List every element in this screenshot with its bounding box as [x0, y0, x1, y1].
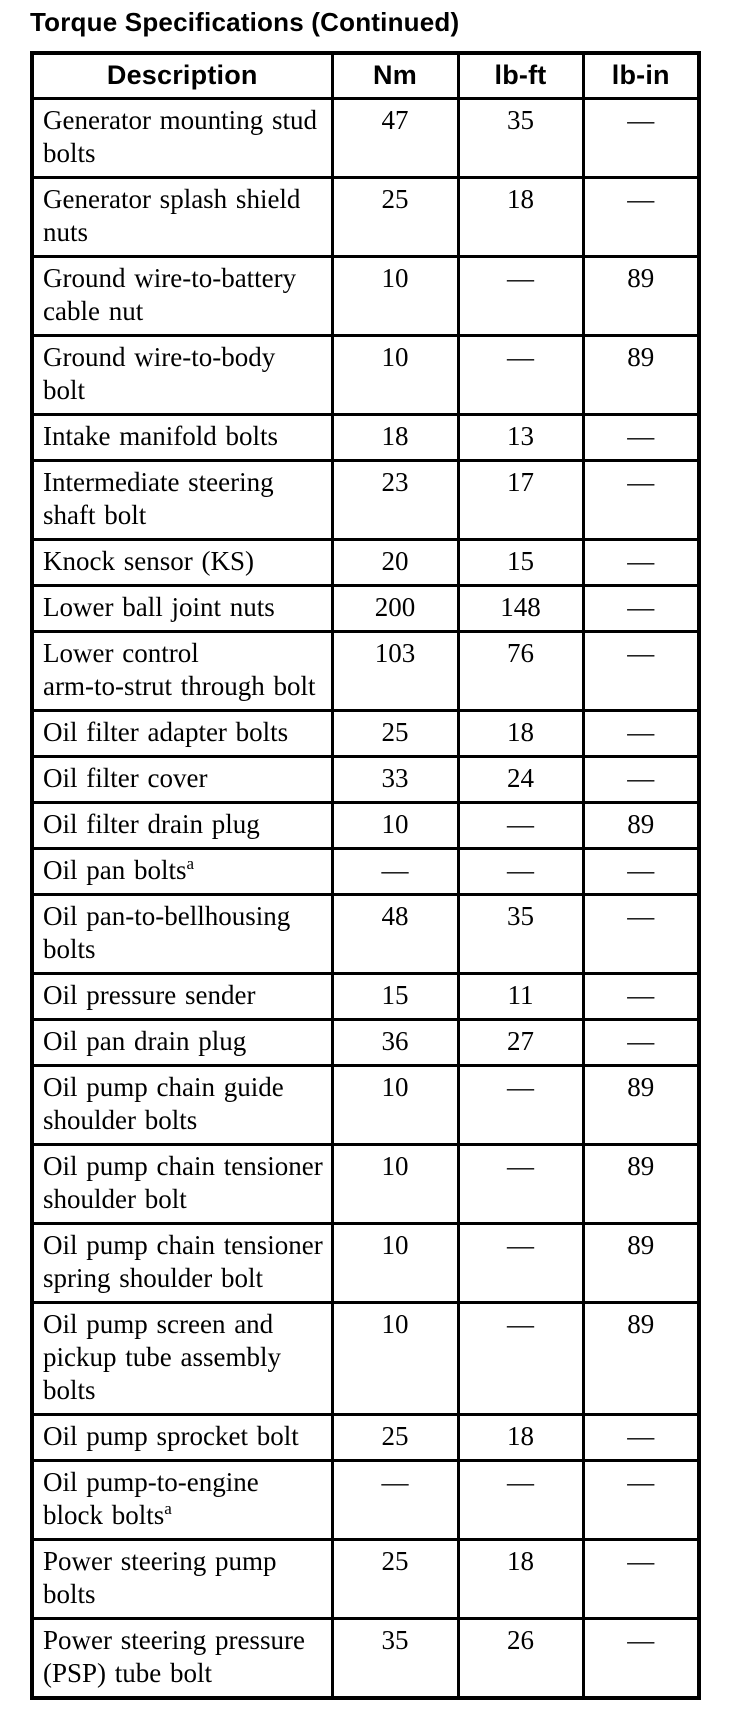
description-cell: [32, 711, 332, 757]
description-text: Intermediate steering shaft bolt: [43, 467, 274, 530]
page-title: Torque Specifications (Continued): [30, 7, 460, 37]
description-text: Oil pump chain tensioner shoulder bolt: [43, 1151, 323, 1214]
lb-ft-value-cell: —: [458, 336, 583, 415]
description-cell: [32, 1145, 332, 1224]
lb-ft-value-cell: 24: [458, 757, 583, 803]
description-cell: [32, 257, 332, 336]
header-row: [32, 53, 699, 99]
lb-ft-value-cell: 18: [458, 1540, 583, 1619]
lb-in-value-cell: —: [583, 711, 699, 757]
table-row: [32, 461, 699, 540]
description-cell: [32, 586, 332, 632]
description-text: Ground wire‑to‑body bolt: [43, 342, 276, 405]
nm-value-cell: 25: [332, 1540, 458, 1619]
nm-value-cell: —: [332, 1461, 458, 1540]
description-cell: [32, 1020, 332, 1066]
table-row: [32, 257, 699, 336]
lb-ft-value-cell: 18: [458, 1415, 583, 1461]
table-row: [32, 1145, 699, 1224]
table-row: [32, 974, 699, 1020]
lb-ft-value-cell: —: [458, 803, 583, 849]
lb-in-value-cell: —: [583, 1415, 699, 1461]
nm-value-cell: 10: [332, 1145, 458, 1224]
description-text: Lower ball joint nuts: [43, 592, 275, 622]
description-text: Lower control arm‑to‑strut through bolt: [43, 638, 316, 701]
lb-in-value-cell: 89: [583, 1066, 699, 1145]
nm-value-cell: 36: [332, 1020, 458, 1066]
table-row: [32, 1619, 699, 1699]
table-row: [32, 1066, 699, 1145]
lb-ft-value-cell: 17: [458, 461, 583, 540]
table-row: [32, 849, 699, 895]
lb-ft-value-cell: —: [458, 1145, 583, 1224]
nm-value-cell: 23: [332, 461, 458, 540]
lb-ft-value-cell: 13: [458, 415, 583, 461]
lb-in-value-cell: —: [583, 895, 699, 974]
lb-in-value-cell: 89: [583, 336, 699, 415]
table-row: [32, 1020, 699, 1066]
nm-value-cell: 10: [332, 803, 458, 849]
description-text: Oil pump chain guide shoulder bolts: [43, 1072, 284, 1135]
lb-in-value-cell: —: [583, 974, 699, 1020]
nm-value-cell: 103: [332, 632, 458, 711]
lb-ft-value-cell: —: [458, 849, 583, 895]
lb-in-value-cell: 89: [583, 803, 699, 849]
lb-in-value-cell: —: [583, 586, 699, 632]
description-text: Oil pump screen and pickup tube assembly bolts: [43, 1309, 281, 1405]
table-row: [32, 1461, 699, 1540]
nm-value-cell: 25: [332, 1415, 458, 1461]
lb-in-value-cell: —: [583, 540, 699, 586]
description-text: Generator mounting stud bolts: [43, 105, 317, 168]
description-cell: [32, 1461, 332, 1540]
lb-ft-value-cell: —: [458, 1224, 583, 1303]
lb-ft-value-cell: 11: [458, 974, 583, 1020]
table-row: [32, 415, 699, 461]
description-text: Oil filter adapter bolts: [43, 717, 289, 747]
lb-in-value-cell: —: [583, 632, 699, 711]
nm-value-cell: 200: [332, 586, 458, 632]
lb-in-value-cell: —: [583, 1540, 699, 1619]
table-row: [32, 803, 699, 849]
lb-in-value-cell: —: [583, 1619, 699, 1699]
description-cell: [32, 336, 332, 415]
table-row: [32, 1303, 699, 1415]
table-body: [32, 99, 699, 1699]
header-lb-ft: lb-ft: [458, 53, 583, 99]
lb-in-value-cell: —: [583, 757, 699, 803]
description-cell: [32, 632, 332, 711]
nm-value-cell: 33: [332, 757, 458, 803]
nm-value-cell: 10: [332, 257, 458, 336]
nm-value-cell: 48: [332, 895, 458, 974]
lb-in-value-cell: 89: [583, 257, 699, 336]
description-cell: [32, 178, 332, 257]
lb-ft-value-cell: 26: [458, 1619, 583, 1699]
document-page: [0, 7, 736, 1721]
footnote-marker: a: [164, 1499, 172, 1518]
lb-ft-value-cell: —: [458, 1461, 583, 1540]
lb-ft-value-cell: 18: [458, 178, 583, 257]
nm-value-cell: 25: [332, 178, 458, 257]
table-row: [32, 540, 699, 586]
table-row: [32, 1540, 699, 1619]
lb-in-value-cell: 89: [583, 1224, 699, 1303]
nm-value-cell: 10: [332, 1224, 458, 1303]
description-text: Oil pump chain tensioner spring shoulder bolt: [43, 1230, 323, 1293]
nm-value-cell: 18: [332, 415, 458, 461]
table-row: [32, 586, 699, 632]
description-text: Generator splash shield nuts: [43, 184, 301, 247]
description-text: Oil pan bolts: [43, 855, 187, 885]
lb-in-value-cell: —: [583, 849, 699, 895]
lb-ft-value-cell: —: [458, 1303, 583, 1415]
description-cell: [32, 415, 332, 461]
table-header: [32, 53, 699, 99]
description-cell: [32, 1415, 332, 1461]
lb-in-value-cell: —: [583, 1020, 699, 1066]
torque-specifications-table: [30, 51, 701, 1700]
description-cell: [32, 540, 332, 586]
description-cell: [32, 1224, 332, 1303]
nm-value-cell: 10: [332, 1066, 458, 1145]
nm-value-cell: 10: [332, 336, 458, 415]
header-nm: Nm: [332, 53, 458, 99]
table-row: [32, 178, 699, 257]
nm-value-cell: 20: [332, 540, 458, 586]
description-text: Power steering pump bolts: [43, 1546, 277, 1609]
nm-value-cell: 25: [332, 711, 458, 757]
table-row: [32, 99, 699, 178]
description-cell: [32, 757, 332, 803]
description-text: Knock sensor (KS): [43, 546, 254, 576]
description-cell: [32, 99, 332, 178]
description-cell: [32, 1540, 332, 1619]
description-text: Oil pump sprocket bolt: [43, 1421, 299, 1451]
description-text: Oil pressure sender: [43, 980, 256, 1010]
description-cell: [32, 1303, 332, 1415]
nm-value-cell: 10: [332, 1303, 458, 1415]
description-text: Intake manifold bolts: [43, 421, 278, 451]
description-cell: [32, 1619, 332, 1699]
description-cell: [32, 461, 332, 540]
lb-ft-value-cell: 15: [458, 540, 583, 586]
header-description: Description: [32, 53, 332, 99]
table-row: [32, 336, 699, 415]
nm-value-cell: —: [332, 849, 458, 895]
description-cell: [32, 974, 332, 1020]
lb-in-value-cell: 89: [583, 1145, 699, 1224]
description-text: Oil filter cover: [43, 763, 208, 793]
table-row: [32, 632, 699, 711]
description-cell: [32, 803, 332, 849]
lb-ft-value-cell: —: [458, 257, 583, 336]
nm-value-cell: 15: [332, 974, 458, 1020]
description-cell: [32, 849, 332, 895]
lb-ft-value-cell: 35: [458, 99, 583, 178]
header-lb-in: lb-in: [583, 53, 699, 99]
lb-in-value-cell: —: [583, 178, 699, 257]
table-row: [32, 895, 699, 974]
lb-ft-value-cell: —: [458, 1066, 583, 1145]
lb-in-value-cell: —: [583, 1461, 699, 1540]
description-text: Power steering pressure (PSP) tube bolt: [43, 1625, 305, 1688]
description-text: Oil pan drain plug: [43, 1026, 247, 1056]
lb-in-value-cell: —: [583, 99, 699, 178]
table-row: [32, 711, 699, 757]
lb-ft-value-cell: 35: [458, 895, 583, 974]
table-row: [32, 1224, 699, 1303]
lb-in-value-cell: —: [583, 415, 699, 461]
lb-in-value-cell: —: [583, 461, 699, 540]
footnote-marker: a: [186, 854, 195, 873]
description-text: Ground wire‑to‑battery cable nut: [43, 263, 297, 326]
description-cell: [32, 895, 332, 974]
nm-value-cell: 35: [332, 1619, 458, 1699]
nm-value-cell: 47: [332, 99, 458, 178]
description-cell: [32, 1066, 332, 1145]
lb-ft-value-cell: 18: [458, 711, 583, 757]
table-row: [32, 1415, 699, 1461]
lb-ft-value-cell: 76: [458, 632, 583, 711]
lb-in-value-cell: 89: [583, 1303, 699, 1415]
description-text: Oil pan‑to‑bellhousing bolts: [43, 901, 291, 964]
description-text: Oil filter drain plug: [43, 809, 260, 839]
table-row: [32, 757, 699, 803]
description-text: Oil pump‑to‑engine block bolts: [43, 1467, 259, 1530]
lb-ft-value-cell: 27: [458, 1020, 583, 1066]
lb-ft-value-cell: 148: [458, 586, 583, 632]
